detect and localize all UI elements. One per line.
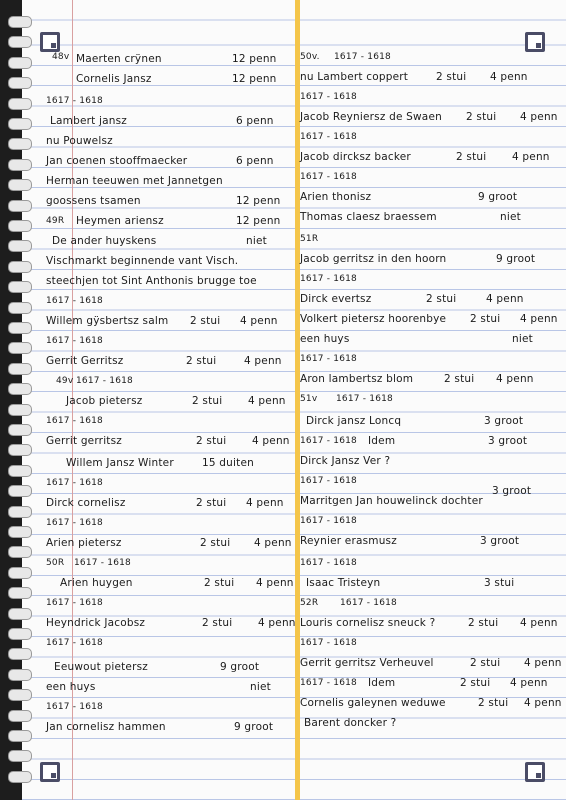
right-column-entry: 1617 - 1618	[300, 638, 357, 648]
spiral-ring	[8, 220, 32, 232]
left-column-entry: 9 groot	[220, 661, 260, 673]
right-column-entry: 1617 - 1618	[336, 394, 393, 404]
right-column-entry: 1617 - 1618	[300, 558, 357, 568]
left-column-entry: 50R	[46, 558, 65, 568]
right-column-entry: nu Lambert coppert	[300, 71, 409, 83]
right-column-entry: 1617 - 1618	[300, 354, 357, 364]
right-column-entry: Dirck Jansz Ver ?	[300, 455, 391, 467]
left-column-entry: 1617 - 1618	[74, 558, 131, 568]
right-column-entry: 4 penn	[510, 677, 548, 689]
right-column-entry: 51R	[300, 234, 319, 244]
right-column-entry: 2 stui	[478, 697, 509, 709]
right-column-entry: 4 penn	[486, 293, 524, 305]
left-column-entry: Willem Jansz Winter	[66, 457, 174, 469]
right-column-entry: Dirck evertsz	[300, 293, 372, 305]
spiral-ring	[8, 648, 32, 660]
spiral-ring	[8, 465, 32, 477]
spiral-ring	[8, 281, 32, 293]
left-column-entry: 4 penn	[246, 497, 284, 509]
spiral-ring	[8, 750, 32, 762]
left-column-entry: 4 penn	[258, 617, 296, 629]
spiral-ring	[8, 322, 32, 334]
left-column-entry: 1617 - 1618	[46, 638, 103, 648]
right-column-entry: 2 stui	[466, 111, 497, 123]
left-column-entry: Eeuwout pietersz	[54, 661, 148, 673]
spiral-ring	[8, 57, 32, 69]
spiral-ring	[8, 342, 32, 354]
left-column-entry: Herman teeuwen met Jannetgen	[46, 175, 223, 187]
left-column-entry: Heymen ariensz	[76, 215, 164, 227]
right-column-entry: 1617 - 1618	[300, 678, 357, 688]
spiral-ring	[8, 118, 32, 130]
spiral-ring	[8, 77, 32, 89]
left-column-entry: niet	[250, 681, 271, 693]
right-column-entry: 1617 - 1618	[334, 52, 391, 62]
left-column-entry: 2 stui	[200, 537, 231, 549]
left-column-entry: 2 stui	[186, 355, 217, 367]
spiral-ring	[8, 730, 32, 742]
left-column-entry: 49R	[46, 216, 65, 226]
corner-mark-icon	[40, 32, 60, 52]
left-column-entry: 1617 - 1618	[46, 598, 103, 608]
left-column-entry: Arien pietersz	[46, 537, 122, 549]
right-column-entry: Isaac Tristeyn	[306, 577, 381, 589]
right-column-entry: 4 penn	[524, 697, 562, 709]
spiral-ring	[8, 506, 32, 518]
right-column-entry: 2 stui	[470, 657, 501, 669]
left-column-entry: 4 penn	[244, 355, 282, 367]
right-column-entry: 1617 - 1618	[300, 436, 357, 446]
right-column-entry: Jacob dircksz backer	[300, 151, 411, 163]
right-column-entry: Louris cornelisz sneuck ?	[300, 617, 436, 629]
left-column-entry: Heyndrick Jacobsz	[46, 617, 146, 629]
left-column-entry: Lambert jansz	[50, 115, 127, 127]
left-column-entry: 2 stui	[204, 577, 235, 589]
spiral-ring	[8, 240, 32, 252]
right-column-entry: 1617 - 1618	[300, 516, 357, 526]
spiral-ring	[8, 138, 32, 150]
right-column-entry: 3 groot	[488, 435, 528, 447]
left-column-entry: 6 penn	[236, 115, 274, 127]
spiral-ring	[8, 200, 32, 212]
right-column-entry: Barent doncker ?	[304, 717, 397, 729]
right-column-entry: Jacob Reyniersz de Swaen	[300, 111, 442, 123]
left-column-entry: 4 penn	[240, 315, 278, 327]
left-column-entry: Cornelis Jansz	[76, 73, 152, 85]
right-column-entry: Dirck jansz Loncq	[306, 415, 402, 427]
left-column-entry: 1617 - 1618	[46, 416, 103, 426]
right-column-entry: 1617 - 1618	[300, 92, 357, 102]
left-column-entry: steechjen tot Sint Anthonis brugge toe	[46, 275, 257, 287]
spiral-ring	[8, 485, 32, 497]
left-column-entry: 2 stui	[202, 617, 233, 629]
spiral-ring	[8, 179, 32, 191]
left-column-entry: 2 stui	[190, 315, 221, 327]
left-column-entry: Jan cornelisz hammen	[46, 721, 166, 733]
spiral-ring	[8, 159, 32, 171]
right-column-entry: 3 stui	[484, 577, 515, 589]
spiral-ring	[8, 710, 32, 722]
left-column-entry: 12 penn	[236, 215, 281, 227]
right-column-entry: 1617 - 1618	[300, 132, 357, 142]
left-column-entry: 1617 - 1618	[46, 478, 103, 488]
corner-mark-icon	[525, 762, 545, 782]
left-column-entry: Willem gÿsbertsz salm	[46, 315, 169, 327]
left-column-entry: 1617 - 1618	[46, 296, 103, 306]
left-column-entry: De ander huyskens	[52, 235, 157, 247]
left-column-entry: Arien huygen	[60, 577, 133, 589]
left-column-entry: niet	[246, 235, 267, 247]
right-column-entry: 9 groot	[478, 191, 518, 203]
right-column-entry: 1617 - 1618	[340, 598, 397, 608]
left-column-entry: een huys	[46, 681, 96, 693]
spiral-ring	[8, 98, 32, 110]
left-column-entry: 1617 - 1618	[76, 376, 133, 386]
right-column-entry: 3 groot	[480, 535, 520, 547]
right-column-entry: Marritgen Jan houwelinck dochter	[300, 495, 483, 507]
spiral-ring	[8, 608, 32, 620]
left-column-entry: 9 groot	[234, 721, 274, 733]
left-column-entry: Dirck cornelisz	[46, 497, 126, 509]
right-column-entry: Idem	[368, 677, 396, 689]
right-column-entry: 52R	[300, 598, 319, 608]
right-column-entry: 2 stui	[436, 71, 467, 83]
left-column-entry: Vischmarkt beginnende vant Visch.	[46, 255, 239, 267]
spiral-ring	[8, 424, 32, 436]
spiral-ring	[8, 404, 32, 416]
left-column-entry: Gerrit gerritsz	[46, 435, 123, 447]
spiral-ring	[8, 587, 32, 599]
spiral-ring	[8, 567, 32, 579]
right-column-entry: 4 penn	[520, 617, 558, 629]
left-column-entry: 4 penn	[254, 537, 292, 549]
right-column-entry: 3 groot	[492, 485, 532, 497]
right-column-entry: 4 penn	[520, 313, 558, 325]
left-column-entry: 4 penn	[248, 395, 286, 407]
right-column-entry: Arien thonisz	[300, 191, 372, 203]
spiral-ring	[8, 689, 32, 701]
left-column-entry: 12 penn	[232, 53, 277, 65]
left-column-entry: 1617 - 1618	[46, 336, 103, 346]
left-column-entry: 49v	[56, 376, 74, 386]
left-column-entry: 4 penn	[252, 435, 290, 447]
right-column-entry: 1617 - 1618	[300, 274, 357, 284]
right-column-entry: 9 groot	[496, 253, 536, 265]
right-column-entry: Gerrit gerritsz Verheuvel	[300, 657, 434, 669]
spiral-ring	[8, 302, 32, 314]
spiral-ring	[8, 546, 32, 558]
right-column-entry: 1617 - 1618	[300, 172, 357, 182]
spiral-ring	[8, 16, 32, 28]
right-column-entry: 2 stui	[426, 293, 457, 305]
spiral-ring	[8, 526, 32, 538]
left-column-entry: 2 stui	[192, 395, 223, 407]
left-column-entry: 48v	[52, 52, 70, 62]
spiral-ring	[8, 444, 32, 456]
right-column-entry: 2 stui	[468, 617, 499, 629]
right-column-entry: 3 groot	[484, 415, 524, 427]
right-column-entry: 2 stui	[460, 677, 491, 689]
right-column-entry: niet	[500, 211, 521, 223]
spiral-ring	[8, 628, 32, 640]
left-column-entry: 12 penn	[232, 73, 277, 85]
right-column-entry: Idem	[368, 435, 396, 447]
left-column-entry: 4 penn	[256, 577, 294, 589]
right-column-entry: 2 stui	[470, 313, 501, 325]
right-column-entry: 4 penn	[524, 657, 562, 669]
left-column-entry: 2 stui	[196, 497, 227, 509]
left-column-entry: 6 penn	[236, 155, 274, 167]
right-column-entry: 51v	[300, 394, 318, 404]
right-column-entry: Reynier erasmusz	[300, 535, 397, 547]
left-column-entry: goossens tsamen	[46, 195, 141, 207]
right-column-entry: Volkert pietersz hoorenbye	[300, 313, 447, 325]
corner-mark-icon	[40, 762, 60, 782]
left-column-entry: 1617 - 1618	[46, 518, 103, 528]
right-column-entry: Jacob gerritsz in den hoorn	[300, 253, 447, 265]
right-column-entry: Aron lambertsz blom	[300, 373, 414, 385]
right-column-entry: 4 penn	[490, 71, 528, 83]
right-column-entry: 4 penn	[520, 111, 558, 123]
right-column-entry: 50v.	[300, 52, 320, 62]
right-column-entry: 4 penn	[496, 373, 534, 385]
right-column-entry: 2 stui	[456, 151, 487, 163]
left-column-entry: Maerten crÿnen	[76, 53, 162, 65]
left-column-entry: 1617 - 1618	[46, 96, 103, 106]
spiral-ring	[8, 261, 32, 273]
corner-mark-icon	[525, 32, 545, 52]
right-column-entry: Cornelis galeynen weduwe	[300, 697, 446, 709]
right-column-entry: een huys	[300, 333, 350, 345]
spiral-ring	[8, 383, 32, 395]
right-column-entry: Thomas claesz braessem	[300, 211, 437, 223]
left-column-entry: 2 stui	[196, 435, 227, 447]
spiral-ring	[8, 363, 32, 375]
left-column-entry: Jan coenen stooffmaecker	[46, 155, 188, 167]
spiral-ring	[8, 36, 32, 48]
left-column-entry: Gerrit Gerritsz	[46, 355, 124, 367]
left-column-entry: nu Pouwelsz	[46, 135, 113, 147]
left-column-entry: 12 penn	[236, 195, 281, 207]
right-column-entry: 2 stui	[444, 373, 475, 385]
spiral-ring	[8, 669, 32, 681]
left-column-entry: Jacob pietersz	[66, 395, 143, 407]
left-column-entry: 15 duiten	[202, 457, 254, 469]
right-column-entry: 1617 - 1618	[300, 476, 357, 486]
spiral-ring	[8, 771, 32, 783]
right-column-entry: niet	[512, 333, 533, 345]
left-column-entry: 1617 - 1618	[46, 702, 103, 712]
right-column-entry: 4 penn	[512, 151, 550, 163]
